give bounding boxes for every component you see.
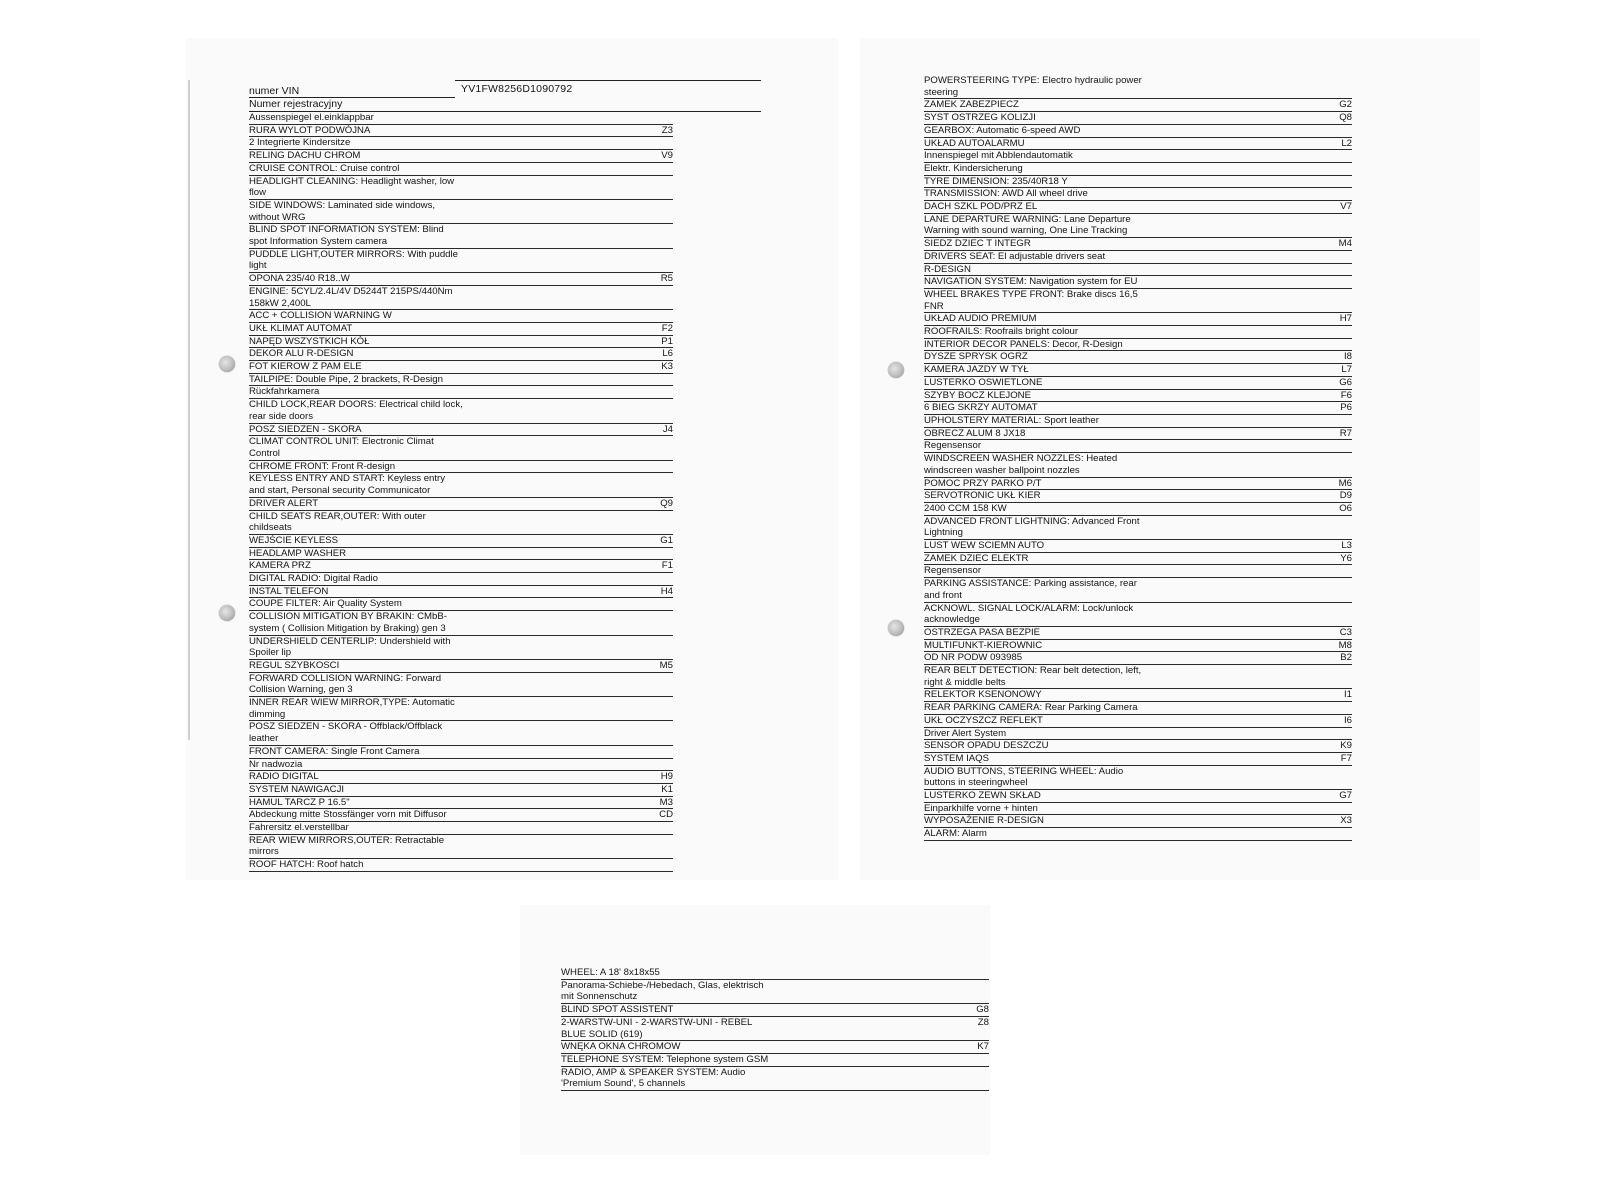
equipment-code: K3 bbox=[661, 361, 673, 373]
equipment-row bbox=[249, 224, 673, 248]
equipment-row bbox=[249, 150, 673, 163]
equipment-code: CD bbox=[659, 809, 673, 821]
equipment-description: UKŁ OCZYSZCZ REFLEKT bbox=[924, 714, 1043, 726]
equipment-row bbox=[924, 251, 1352, 264]
equipment-description: RADIO, AMP & SPEAKER SYSTEM: Audio 'Premium Sound', 5 channels bbox=[561, 1066, 746, 1090]
equipment-description: R-DESIGN bbox=[924, 263, 971, 275]
equipment-description: Panorama-Schiebe-/Hebedach, Glas, elektrisch mit Sonnenschutz bbox=[561, 979, 764, 1003]
equipment-row bbox=[924, 565, 1352, 578]
equipment-row bbox=[249, 636, 673, 660]
equipment-description: WYPOSAŻENIE R-DESIGN bbox=[924, 815, 1044, 827]
equipment-row bbox=[924, 803, 1352, 816]
equipment-row bbox=[924, 640, 1352, 653]
equipment-code: F1 bbox=[661, 560, 673, 572]
equipment-row bbox=[249, 809, 673, 822]
equipment-description: Einparkhilfe vorne + hinten bbox=[924, 802, 1038, 814]
equipment-row bbox=[249, 535, 673, 548]
equipment-description: HEADLAMP WASHER bbox=[249, 547, 347, 559]
equipment-description: HEADLIGHT CLEANING: Headlight washer, low flow bbox=[249, 175, 455, 199]
equipment-description: NAPĘD WSZYSTKICH KÓŁ bbox=[249, 335, 370, 347]
equipment-description: POSZ SIEDZEN - SKORA - Offblack/Offblack leather bbox=[249, 721, 443, 745]
equipment-row bbox=[924, 815, 1352, 828]
equipment-row bbox=[924, 201, 1352, 214]
equipment-row bbox=[924, 264, 1352, 277]
equipment-code: R5 bbox=[660, 273, 673, 285]
equipment-list-bottom bbox=[561, 967, 989, 1091]
equipment-row bbox=[561, 1017, 989, 1041]
equipment-code: L3 bbox=[1341, 540, 1352, 552]
equipment-description: DIGITAL RADIO: Digital Radio bbox=[249, 573, 379, 585]
equipment-row bbox=[924, 828, 1352, 841]
equipment-row bbox=[924, 540, 1352, 553]
equipment-description: WEJŚCIE KEYLESS bbox=[249, 534, 339, 546]
equipment-row bbox=[924, 689, 1352, 702]
equipment-description: BLIND SPOT ASSISTENT bbox=[561, 1004, 674, 1016]
equipment-row bbox=[924, 125, 1352, 138]
equipment-row bbox=[561, 1054, 989, 1067]
equipment-row bbox=[249, 336, 673, 349]
equipment-row bbox=[249, 835, 673, 859]
equipment-code: G6 bbox=[1339, 376, 1352, 388]
equipment-row bbox=[249, 746, 673, 759]
equipment-row bbox=[561, 1041, 989, 1054]
equipment-code: D9 bbox=[1339, 490, 1352, 502]
equipment-description: POMOC PRZY PARKO P/T bbox=[924, 477, 1042, 489]
equipment-description: LUSTERKO ZEWN SKŁAD bbox=[924, 790, 1041, 802]
equipment-description: SYST OSTRZEG KOLIZJI bbox=[924, 112, 1036, 124]
equipment-description: KEYLESS ENTRY AND START: Keyless entry and start, Personal security Communicator bbox=[249, 473, 446, 497]
equipment-row bbox=[249, 249, 673, 273]
equipment-description: UKŁAD AUDIO PREMIUM bbox=[924, 313, 1037, 325]
equipment-code: I6 bbox=[1343, 714, 1352, 726]
equipment-code: R7 bbox=[1339, 427, 1352, 439]
equipment-row bbox=[924, 138, 1352, 151]
equipment-description: FRONT CAMERA: Single Front Camera bbox=[249, 745, 420, 757]
equipment-row bbox=[924, 390, 1352, 403]
equipment-description: PUDDLE LIGHT,OUTER MIRRORS: With puddle light bbox=[249, 248, 458, 272]
equipment-description: WHEEL: A 18' 8x18x55 bbox=[561, 967, 660, 978]
equipment-code: K9 bbox=[1340, 740, 1352, 752]
equipment-description: COUPE FILTER: Air Quality System bbox=[249, 598, 402, 610]
equipment-description: ALARM: Alarm bbox=[924, 828, 987, 840]
equipment-row bbox=[249, 112, 673, 125]
equipment-description: BLIND SPOT INFORMATION SYSTEM: Blind spot Information System camera bbox=[249, 224, 444, 248]
equipment-code: K7 bbox=[977, 1041, 989, 1053]
equipment-code: Z8 bbox=[977, 1016, 989, 1028]
equipment-description: INTERIOR DECOR PANELS: Decor, R-Design bbox=[924, 338, 1123, 350]
punch-hole bbox=[888, 362, 904, 378]
equipment-row bbox=[924, 440, 1352, 453]
equipment-code: L6 bbox=[662, 348, 673, 360]
equipment-row bbox=[249, 598, 673, 611]
equipment-row bbox=[249, 125, 673, 138]
equipment-row bbox=[249, 374, 673, 387]
equipment-code: P1 bbox=[661, 335, 673, 347]
equipment-row bbox=[249, 323, 673, 336]
equipment-code: H9 bbox=[660, 771, 673, 783]
equipment-description: DEKOR ALU R-DESIGN bbox=[249, 348, 354, 360]
equipment-description: SIEDZ DZIEC T INTEGR bbox=[924, 238, 1031, 250]
equipment-code: V7 bbox=[1340, 201, 1352, 213]
equipment-description: INNER REAR WIEW MIRROR,TYPE: Automatic dimming bbox=[249, 697, 455, 720]
equipment-row bbox=[249, 348, 673, 361]
equipment-row bbox=[561, 967, 989, 980]
equipment-row bbox=[924, 753, 1352, 766]
equipment-row bbox=[924, 702, 1352, 715]
equipment-description: UNDERSHIELD CENTERLIP: Undershield with Spoiler lip bbox=[249, 635, 451, 659]
equipment-description: LUST WEW SCIEMN AUTO bbox=[924, 540, 1045, 552]
equipment-row bbox=[561, 980, 989, 1004]
equipment-description: DRIVERS SEAT: El adjustable drivers seat bbox=[924, 250, 1106, 262]
equipment-description: PARKING ASSISTANCE: Parking assistance, rear and front bbox=[924, 578, 1137, 601]
equipment-row bbox=[924, 351, 1352, 364]
equipment-description: REAR WIEW MIRRORS,OUTER: Retractable mirrors bbox=[249, 834, 445, 858]
equipment-description: WNĘKA OKNA CHROMOW bbox=[561, 1041, 681, 1053]
equipment-row bbox=[249, 560, 673, 573]
equipment-row bbox=[924, 790, 1352, 803]
equipment-row bbox=[924, 516, 1352, 540]
equipment-description: OD NR PODW 093985 bbox=[924, 652, 1023, 664]
equipment-row bbox=[249, 273, 673, 286]
equipment-row bbox=[249, 859, 673, 872]
equipment-row bbox=[924, 415, 1352, 428]
equipment-description: 2400 CCM 158 KW bbox=[924, 502, 1007, 514]
equipment-row bbox=[249, 386, 673, 399]
equipment-description: UKŁAD AUTOALARMU bbox=[924, 137, 1025, 149]
equipment-row bbox=[924, 478, 1352, 491]
equipment-row bbox=[924, 402, 1352, 415]
equipment-row bbox=[249, 310, 673, 323]
equipment-row bbox=[924, 740, 1352, 753]
equipment-description: REAR BELT DETECTION: Rear belt detection, left, right & middle belts bbox=[924, 665, 1142, 688]
equipment-row bbox=[249, 424, 673, 437]
equipment-row bbox=[249, 822, 673, 835]
equipment-code: M8 bbox=[1338, 639, 1352, 651]
equipment-row bbox=[249, 611, 673, 635]
equipment-description: COLLISION MITIGATION BY BRAKIN: CMbB-system ( Collision Mitigation by Braking) gen 3 bbox=[249, 611, 447, 634]
equipment-code: F7 bbox=[1340, 752, 1352, 764]
equipment-description: HAMUL TARCZ P 16.5" bbox=[249, 796, 350, 808]
vin-label: numer VIN bbox=[249, 85, 300, 97]
equipment-code: L2 bbox=[1341, 137, 1352, 149]
equipment-description: TELEPHONE SYSTEM: Telephone system GSM bbox=[561, 1053, 769, 1065]
equipment-description: RADIO DIGITAL bbox=[249, 771, 319, 783]
equipment-description: AUDIO BUTTONS, STEERING WHEEL: Audio buttons in steeringwheel bbox=[924, 765, 1124, 789]
equipment-code: J4 bbox=[662, 423, 673, 435]
equipment-row bbox=[249, 176, 673, 200]
equipment-row bbox=[924, 176, 1352, 189]
vin-value: YV1FW8256D1090792 bbox=[461, 83, 573, 95]
equipment-list-right bbox=[924, 75, 1352, 841]
equipment-row bbox=[561, 1067, 989, 1091]
equipment-description: ROOF HATCH: Roof hatch bbox=[249, 859, 364, 871]
equipment-row bbox=[249, 511, 673, 535]
equipment-row bbox=[924, 188, 1352, 201]
equipment-row bbox=[249, 784, 673, 797]
equipment-code: H4 bbox=[660, 585, 673, 597]
equipment-description: KAMERA JAZDY W TYŁ bbox=[924, 364, 1029, 376]
equipment-description: Nr nadwozia bbox=[249, 758, 303, 770]
equipment-description: FORWARD COLLISION WARNING: Forward Collision Warning, gen 3 bbox=[249, 672, 442, 696]
equipment-description: ENGINE: 5CYL/2.4L/4V D5244T 215PS/440Nm 158kW 2,400L bbox=[249, 285, 453, 309]
equipment-row bbox=[924, 313, 1352, 326]
equipment-code: Z3 bbox=[661, 124, 673, 136]
equipment-row bbox=[249, 163, 673, 176]
equipment-description: FOT KIEROW Z PAM ELE bbox=[249, 361, 362, 373]
equipment-description: KAMERA PRZ bbox=[249, 560, 311, 572]
equipment-row bbox=[924, 665, 1352, 689]
equipment-code: I1 bbox=[1343, 689, 1352, 701]
equipment-row bbox=[924, 503, 1352, 516]
equipment-row bbox=[924, 377, 1352, 390]
equipment-description: CHILD LOCK,REAR DOORS: Electrical child lock, rear side doors bbox=[249, 399, 463, 422]
equipment-row bbox=[924, 276, 1352, 289]
equipment-description: ZAMEK ZABEZPIECZ bbox=[924, 99, 1019, 111]
equipment-row bbox=[249, 721, 673, 745]
equipment-description: Driver Alert System bbox=[924, 727, 1007, 739]
equipment-row bbox=[249, 399, 673, 423]
equipment-row bbox=[249, 548, 673, 561]
punch-hole bbox=[888, 620, 904, 636]
equipment-code: Y6 bbox=[1340, 552, 1352, 564]
equipment-row bbox=[249, 361, 673, 374]
equipment-row bbox=[924, 453, 1352, 477]
equipment-row bbox=[249, 759, 673, 772]
equipment-row bbox=[924, 603, 1352, 627]
equipment-row bbox=[249, 673, 673, 697]
equipment-code: X3 bbox=[1340, 815, 1352, 827]
equipment-row bbox=[924, 238, 1352, 251]
equipment-row bbox=[924, 150, 1352, 163]
equipment-row bbox=[924, 553, 1352, 566]
equipment-description: MULTIFUNKT-KIEROWNIC bbox=[924, 639, 1043, 651]
equipment-description: 2 Integrierte Kindersitze bbox=[249, 137, 351, 149]
registration-label: Numer rejestracyjny bbox=[249, 98, 343, 110]
equipment-description: Rückfahrkamera bbox=[249, 386, 320, 398]
equipment-description: Elektr. Kindersicherung bbox=[924, 162, 1023, 174]
equipment-row bbox=[249, 137, 673, 150]
equipment-description: Fahrersitz el.verstellbar bbox=[249, 822, 349, 834]
equipment-description: INSTAL TELEFON bbox=[249, 585, 329, 597]
equipment-description: SIDE WINDOWS: Laminated side windows, without WRG bbox=[249, 199, 436, 223]
equipment-row bbox=[249, 660, 673, 673]
equipment-code: F6 bbox=[1340, 389, 1352, 401]
equipment-description: CHILD SEATS REAR,OUTER: With outer childseats bbox=[249, 510, 426, 534]
equipment-code: G1 bbox=[660, 534, 673, 546]
equipment-description: DYSZE SPRYSK OGRZ bbox=[924, 351, 1028, 363]
equipment-description: OPONA 235/40 R18..W bbox=[249, 273, 350, 285]
equipment-row bbox=[249, 461, 673, 474]
equipment-description: NAVIGATION SYSTEM: Navigation system for EU bbox=[924, 276, 1138, 288]
equipment-row bbox=[561, 1004, 989, 1017]
equipment-description: OSTRZEGA PASA BEZPIE bbox=[924, 626, 1041, 638]
equipment-description: Regensensor bbox=[924, 565, 982, 577]
equipment-description: ADVANCED FRONT LIGHTNING: Advanced Front Lightning bbox=[924, 515, 1140, 539]
equipment-code: M4 bbox=[1338, 238, 1352, 250]
equipment-row bbox=[924, 578, 1352, 602]
equipment-description: ROOFRAILS: Roofrails bright colour bbox=[924, 326, 1079, 338]
equipment-row bbox=[249, 436, 673, 460]
equipment-code: M6 bbox=[1338, 477, 1352, 489]
equipment-description: RELEKTOR KSENONOWY bbox=[924, 689, 1042, 701]
equipment-row bbox=[249, 697, 673, 721]
equipment-description: 2-WARSTW-UNI - 2-WARSTW-UNI - REBEL BLUE SOLID (619) bbox=[561, 1016, 752, 1040]
equipment-row bbox=[249, 573, 673, 586]
equipment-description: WINDSCREEN WASHER NOZZLES: Heated windscreen washer ballpoint nozzles bbox=[924, 453, 1118, 476]
equipment-row bbox=[249, 771, 673, 784]
equipment-description: POSZ SIEDZEN - SKORA bbox=[249, 423, 362, 435]
equipment-description: Regensensor bbox=[924, 440, 982, 452]
equipment-code: L7 bbox=[1341, 364, 1352, 376]
equipment-row bbox=[924, 163, 1352, 176]
equipment-description: OBRECZ ALUM 8 JX18 bbox=[924, 427, 1026, 439]
equipment-description: Aussenspiegel el.einklappbar bbox=[249, 112, 374, 123]
equipment-description: 6 BIEG SKRZY AUTOMAT bbox=[924, 402, 1038, 414]
equipment-code: B2 bbox=[1340, 652, 1352, 664]
equipment-row bbox=[924, 75, 1352, 99]
equipment-code: I8 bbox=[1343, 351, 1352, 363]
equipment-code: M5 bbox=[659, 659, 673, 671]
equipment-description: LUSTERKO OSWIETLONE bbox=[924, 376, 1043, 388]
punch-hole bbox=[219, 605, 235, 621]
equipment-description: SZYBY BOCZ KLEJONE bbox=[924, 389, 1031, 401]
equipment-description: LANE DEPARTURE WARNING: Lane Departure Warning with sound warning, One Line Tracking bbox=[924, 213, 1131, 237]
equipment-code: M3 bbox=[659, 796, 673, 808]
equipment-description: ACKNOWL. SIGNAL LOCK/ALARM: Lock/unlock acknowledge bbox=[924, 602, 1134, 626]
equipment-row bbox=[249, 200, 673, 224]
equipment-description: CLIMAT CONTROL UNIT: Electronic Climat Control bbox=[249, 436, 434, 459]
equipment-description: REGUL SZYBKOSCI bbox=[249, 659, 340, 671]
equipment-row bbox=[924, 99, 1352, 112]
equipment-code: H7 bbox=[1339, 313, 1352, 325]
equipment-description: WHEEL BRAKES TYPE FRONT: Brake discs 16,5 FNR bbox=[924, 288, 1138, 312]
equipment-description: REAR PARKING CAMERA: Rear Parking Camera bbox=[924, 702, 1138, 714]
equipment-row bbox=[924, 326, 1352, 339]
equipment-code: C3 bbox=[1339, 626, 1352, 638]
equipment-description: RELING DACHU CHROM bbox=[249, 150, 361, 162]
equipment-description: UKŁ KLIMAT AUTOMAT bbox=[249, 322, 353, 334]
equipment-description: GEARBOX: Automatic 6-speed AWD bbox=[924, 124, 1081, 136]
equipment-row bbox=[924, 364, 1352, 377]
equipment-description: UPHOLSTERY MATERIAL: Sport leather bbox=[924, 414, 1099, 426]
punch-hole bbox=[219, 356, 235, 372]
equipment-description: SERVOTRONIC UKŁ KIER bbox=[924, 490, 1041, 502]
equipment-row bbox=[924, 766, 1352, 790]
equipment-description: SYSTEM IAQS bbox=[924, 752, 990, 764]
equipment-code: F2 bbox=[661, 322, 673, 334]
equipment-row bbox=[924, 339, 1352, 352]
equipment-description: SENSOR OPADU DESZCZU bbox=[924, 740, 1049, 752]
equipment-row bbox=[924, 289, 1352, 313]
equipment-row bbox=[924, 652, 1352, 665]
equipment-description: ACC + COLLISION WARNING W bbox=[249, 310, 392, 322]
header-top-rule bbox=[455, 80, 761, 81]
equipment-row bbox=[924, 214, 1352, 238]
equipment-description: CRUISE CONTROL: Cruise control bbox=[249, 162, 400, 174]
equipment-description: SYSTEM NAWIGACJI bbox=[249, 783, 345, 795]
equipment-description: Innenspiegel mit Abblendautomatik bbox=[924, 150, 1073, 162]
equipment-row bbox=[249, 797, 673, 810]
equipment-description: TYRE DIMENSION: 235/40R18 Y bbox=[924, 175, 1068, 187]
equipment-row bbox=[924, 728, 1352, 741]
equipment-row bbox=[249, 286, 673, 310]
equipment-code: P6 bbox=[1340, 402, 1352, 414]
equipment-row bbox=[249, 498, 673, 511]
equipment-row bbox=[924, 715, 1352, 728]
equipment-list-left bbox=[249, 112, 673, 872]
equipment-row bbox=[924, 490, 1352, 503]
equipment-description: CHROME FRONT: Front R-design bbox=[249, 460, 396, 472]
equipment-description: TRANSMISSION: AWD All wheel drive bbox=[924, 188, 1088, 200]
equipment-description: DACH SZKL POD/PRZ EL bbox=[924, 201, 1038, 213]
equipment-code: V9 bbox=[661, 150, 673, 162]
equipment-description: Abdeckung mitte Stossfänger vorn mit Diffusor bbox=[249, 809, 447, 821]
equipment-description: POWERSTEERING TYPE: Electro hydraulic power steering bbox=[924, 75, 1142, 98]
equipment-row bbox=[924, 428, 1352, 441]
equipment-code: G8 bbox=[976, 1004, 989, 1016]
equipment-row bbox=[924, 112, 1352, 125]
equipment-code: Q8 bbox=[1339, 112, 1352, 124]
equipment-row bbox=[249, 473, 673, 497]
equipment-code: G7 bbox=[1339, 790, 1352, 802]
equipment-code: K1 bbox=[661, 783, 673, 795]
equipment-row bbox=[249, 586, 673, 599]
equipment-description: TAILPIPE: Double Pipe, 2 brackets, R-Design bbox=[249, 373, 443, 385]
equipment-code: O6 bbox=[1339, 502, 1352, 514]
equipment-description: RURA WYLOT PODWÓJNA bbox=[249, 124, 371, 136]
equipment-row bbox=[924, 627, 1352, 640]
equipment-code: G2 bbox=[1339, 99, 1352, 111]
equipment-description: DRIVER ALERT bbox=[249, 497, 319, 509]
equipment-code: Q9 bbox=[660, 497, 673, 509]
equipment-description: ZAMEK DZIEC ELEKTR bbox=[924, 552, 1029, 564]
binder-edge bbox=[188, 80, 190, 740]
